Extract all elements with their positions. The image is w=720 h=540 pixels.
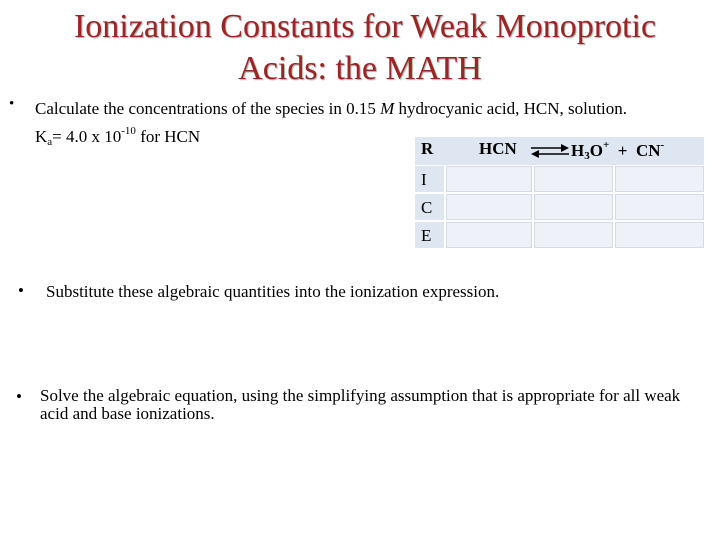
ice-row-equilibrium — [415, 222, 704, 248]
ice-cell — [615, 194, 704, 220]
ka-expression: $K_a= 4.0$ x $10^{-10}$ for HCN — [35, 125, 201, 148]
bullet-marker-3: • — [16, 387, 22, 406]
ice-cell — [446, 166, 532, 192]
ice-cell — [534, 166, 613, 192]
slide-title — [0, 6, 720, 90]
ice-table — [415, 137, 704, 251]
title-line-2: Acids: the MATH — [238, 50, 482, 87]
bullet-marker-2: • — [18, 281, 24, 300]
ice-row-label: E — [415, 222, 444, 248]
ice-header-label: R — [421, 139, 434, 158]
molar-unit: M — [380, 99, 395, 118]
bullet-1-text: Calculate the concentrations of the species in 0.15 M hydrocyanic acid, HCN, solution. $K_a= 4.0$ x $10^{-10}$ for HCN — [35, 99, 628, 148]
ice-table-header — [415, 137, 704, 165]
ice-row-initial — [415, 166, 704, 192]
bullet-marker-1: • — [9, 96, 15, 112]
bullet-2-text: Substitute these algebraic quantities into the ionization expression. — [46, 282, 500, 301]
bullet-3-text: Solve the algebraic equation, using the simplifying assumption that is appropriate for all weak acid and base ionizations. — [40, 386, 681, 423]
ice-row-change — [415, 194, 704, 220]
title-line-1: Ionization Constants for Weak Monoprotic — [73, 8, 657, 45]
ice-cell — [615, 166, 704, 192]
ice-cell — [615, 222, 704, 248]
ice-cell — [446, 194, 532, 220]
ice-header-products: $H_3O^+ + CN^-$ — [571, 139, 665, 162]
ice-cell — [534, 194, 613, 220]
ice-cell — [446, 222, 532, 248]
ice-row-label: C — [415, 194, 444, 220]
ice-row-label: I — [415, 166, 444, 192]
ice-header-acid: HCN — [479, 139, 517, 158]
equilibrium-arrow-icon — [529, 143, 571, 159]
ice-cell — [534, 222, 613, 248]
